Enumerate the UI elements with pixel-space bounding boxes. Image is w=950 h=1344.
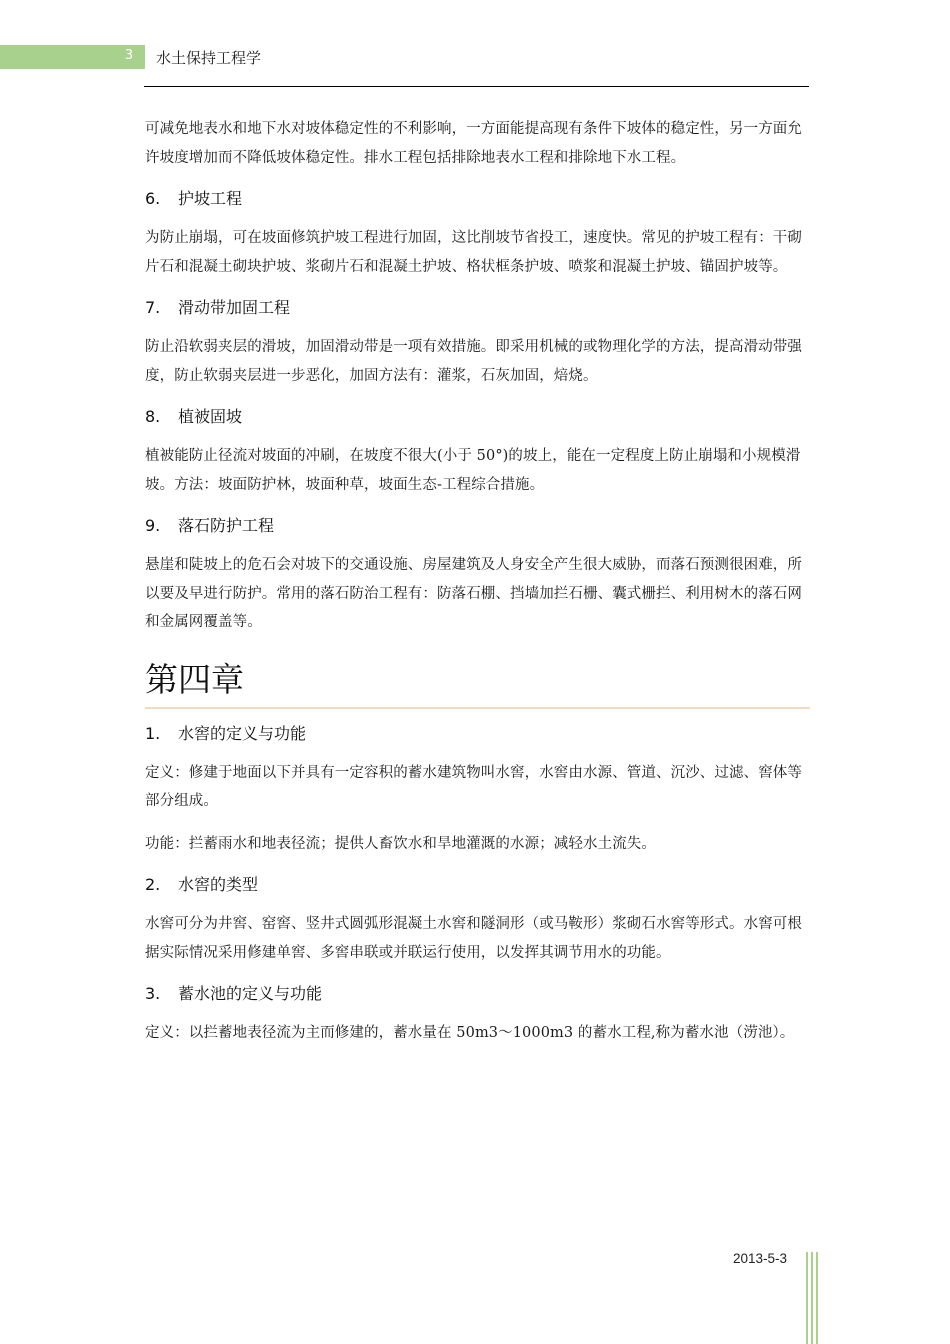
section-number: 9. — [145, 516, 161, 535]
chapter-title: 第四章 — [145, 659, 244, 699]
paragraph: 悬崖和陡坡上的危石会对坡下的交通设施、房屋建筑及人身安全产生很大威胁，而落石预测很困难，所以要及早进行防护。常用的落石防治工程有：防落石棚、挡墙加拦石栅、囊式栅拦、利用树木的落石网和金属网覆盖等。 — [145, 557, 802, 630]
paragraph: 植被能防止径流对坡面的冲刷，在坡度不很大(小于 50°)的坡上，能在一定程度上防止崩塌和小规模滑坡。方法：坡面防护林，坡面种草，坡面生态-工程综合措施。 — [145, 448, 801, 493]
footer-date: 2013-5-3 — [733, 1251, 788, 1266]
paragraph: 定义：以拦蓄地表径流为主而修建的，蓄水量在 50m3～1000m3 的蓄水工程,称为蓄水池（涝池）。 — [145, 1025, 795, 1041]
section-title: 水窖的类型 — [178, 875, 259, 894]
section-number: 2. — [145, 875, 161, 894]
paragraph: 防止沿软弱夹层的滑坡，加固滑动带是一项有效措施。即采用机械的或物理化学的方法，提高滑动带强度，防止软弱夹层进一步恶化，加固方法有：灌浆，石灰加固，焙烧。 — [145, 339, 802, 384]
section-heading — [145, 981, 810, 1007]
section-heading — [145, 872, 810, 898]
paragraph: 定义：修建于地面以下并具有一定容积的蓄水建筑物叫水窖，水窖由水源、管道、沉沙、过滤、窖体等部分组成。 — [145, 764, 802, 809]
section-title: 蓄水池的定义与功能 — [178, 984, 323, 1003]
section-title: 护坡工程 — [178, 189, 243, 208]
paragraph: 为防止崩塌，可在坡面修筑护坡工程进行加固，这比削坡节省投工，速度快。常见的护坡工程有：干砌片石和混凝土砌块护坡、浆砌片石和混凝土护坡、格状框条护坡、喷浆和混凝土护坡、锚固护坡等。 — [145, 230, 802, 275]
running-header-title: 水土保持工程学 — [156, 49, 262, 67]
paragraph: 水窖可分为井窖、窑窖、竖井式圆弧形混凝土水窖和隧洞形（或马鞍形）浆砌石水窖等形式。水窖可根据实际情况采用修建单窖、多窖串联或并联运行使用，以发挥其调节用水的功能。 — [145, 916, 802, 961]
section-heading — [145, 404, 810, 430]
paragraph: 功能：拦蓄雨水和地表径流；提供人畜饮水和旱地灌溉的水源；减轻水土流失。 — [145, 835, 656, 852]
section-heading — [145, 721, 810, 747]
footer-decor-line — [811, 1252, 813, 1344]
header-rule — [144, 86, 809, 87]
section-title: 落石防护工程 — [178, 516, 275, 535]
footer-decor-line — [816, 1252, 818, 1344]
section-number: 1. — [145, 723, 161, 743]
page-number: 3 — [124, 48, 134, 63]
header-separator — [145, 45, 147, 71]
section-title: 滑动带加固工程 — [178, 298, 291, 317]
footer-decor-line — [806, 1252, 808, 1344]
section-number: 8. — [145, 407, 161, 426]
paragraph: 可减免地表水和地下水对坡体稳定性的不利影响，一方面能提高现有条件下坡体的稳定性，另一方面允许坡度增加而不降低坡体稳定性。排水工程包括排除地表水工程和排除地下水工程。 — [145, 121, 802, 166]
section-number: 3. — [145, 984, 161, 1003]
section-heading — [145, 295, 810, 321]
section-title: 植被固坡 — [178, 407, 243, 426]
section-number: 7. — [145, 298, 161, 317]
section-number: 6. — [145, 189, 161, 208]
section-heading — [145, 513, 810, 539]
section-heading — [145, 186, 810, 212]
section-title: 水窖的定义与功能 — [178, 723, 307, 743]
page-body — [145, 115, 810, 1062]
chapter-rule — [145, 707, 810, 709]
